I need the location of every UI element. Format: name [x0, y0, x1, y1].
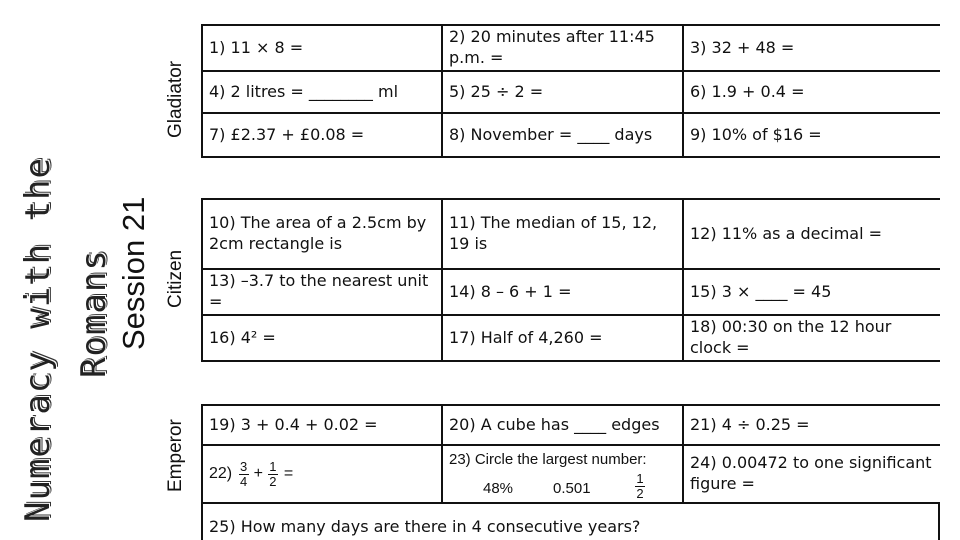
option-48-percent[interactable]: 48%	[483, 480, 514, 497]
fraction-three-quarters: $\frac{3}{4}$	[239, 458, 248, 489]
option-0-501[interactable]: 0.501	[553, 480, 591, 497]
question-cell-6: 6) 1.9 + 0.4 =	[684, 72, 940, 114]
question-cell-13: 13) –3.7 to the nearest unit =	[201, 270, 443, 316]
question-cell-10: 10) The area of a 2.5cm by 2cm rectangle is	[201, 198, 443, 270]
question-cell-17: 17) Half of 4,260 =	[443, 316, 684, 362]
question-cell-4: 4) 2 litres = ________ ml	[201, 72, 443, 114]
option-one-half[interactable]: 1 2	[636, 471, 644, 501]
question-cell-16: 16) 4² =	[201, 316, 443, 362]
question-cell-11: 11) The median of 15, 12, 19 is	[443, 198, 684, 270]
fraction-one-half: $\frac{1}{2}$	[269, 458, 277, 489]
question-cell-18: 18) 00:30 on the 12 hour clock =	[684, 316, 940, 362]
section-label-emperor: Emperor	[165, 419, 186, 492]
question-cell-9: 9) 10% of $16 =	[684, 114, 940, 158]
section-label-citizen: Citizen	[165, 249, 186, 308]
question-cell-12: 12) 11% as a decimal =	[684, 198, 940, 270]
question-cell-25: 25) How many days are there in 4 consecutive years?	[201, 504, 940, 540]
question-cell-20: 20) A cube has ____ edges	[443, 404, 684, 446]
question-cell-2: 2) 20 minutes after 11:45 p.m. =	[443, 24, 684, 72]
question-cell-8: 8) November = ____ days	[443, 114, 684, 158]
question-cell-21: 21) 4 ÷ 0.25 =	[684, 404, 940, 446]
question-cell-1: 1) 11 × 8 =	[201, 24, 443, 72]
question-cell-22: 22) $\frac{3}{4}$ + $\frac{1}{2}$ =	[201, 446, 443, 504]
question-cell-5: 5) 25 ÷ 2 =	[443, 72, 684, 114]
question-cell-14: 14) 8 – 6 + 1 =	[443, 270, 684, 316]
section-label-gladiator: Gladiator	[165, 60, 186, 138]
question-cell-7: 7) £2.37 + £0.08 =	[201, 114, 443, 158]
question-23-prompt: 23) Circle the largest number:	[449, 451, 647, 468]
question-cell-15: 15) 3 × ____ = 45	[684, 270, 940, 316]
question-cell-19: 19) 3 + 0.4 + 0.02 =	[201, 404, 443, 446]
title-line-2: Romans	[74, 249, 114, 378]
question-cell-3: 3) 32 + 48 =	[684, 24, 940, 72]
session-label: Session 21	[116, 196, 151, 350]
question-cell-24: 24) 0.00472 to one significant figure =	[684, 446, 940, 504]
title-line-1: Numeracy with the	[18, 157, 58, 522]
question-cell-23	[443, 446, 684, 504]
